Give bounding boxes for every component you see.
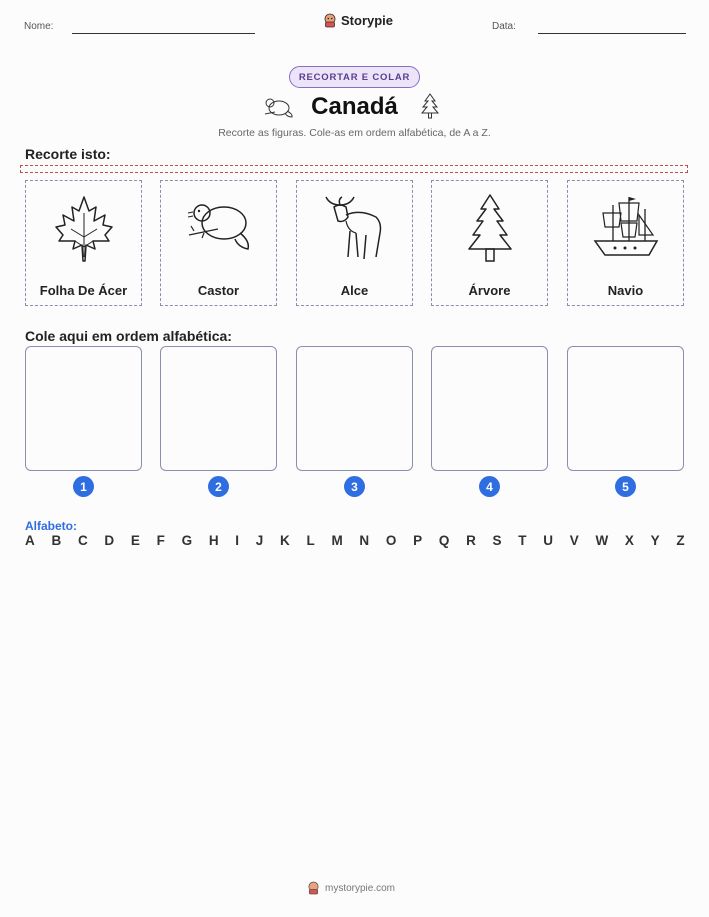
paste-box-1[interactable]	[25, 346, 142, 471]
pine-tree-icon	[455, 191, 525, 273]
storypie-mascot-icon	[323, 13, 337, 28]
paste-box-5[interactable]	[567, 346, 684, 471]
alphabet-letter: Q	[438, 533, 450, 548]
alphabet-row	[25, 533, 685, 548]
slot-number-badge: 4	[479, 476, 500, 497]
card-label: Navio	[607, 283, 644, 298]
name-label: Nome:	[24, 21, 54, 32]
name-field[interactable]	[72, 33, 255, 34]
cut-line	[20, 165, 688, 173]
alphabet-letter: U	[543, 533, 553, 548]
cut-card-moose[interactable]	[296, 180, 413, 306]
alphabet-letter: D	[104, 533, 115, 548]
card-label: Castor	[197, 283, 240, 298]
alphabet-title: Alfabeto:	[25, 519, 77, 533]
slot-number-badge: 2	[208, 476, 229, 497]
date-field[interactable]	[538, 33, 686, 34]
alphabet-letter: T	[518, 533, 527, 548]
card-label: Árvore	[468, 283, 511, 298]
alphabet-letter: V	[569, 533, 579, 548]
alphabet-letter: Y	[650, 533, 660, 548]
cut-section-heading: Recorte isto:	[25, 146, 111, 162]
alphabet-letter: C	[77, 533, 88, 548]
storypie-mascot-icon	[307, 881, 320, 895]
alphabet-letter: M	[331, 533, 343, 548]
alphabet-letter: P	[413, 533, 423, 548]
alphabet-letter: A	[25, 533, 35, 548]
ship-icon	[591, 191, 661, 273]
alphabet-letter: H	[208, 533, 219, 548]
footer	[307, 881, 395, 895]
alphabet-letter: F	[156, 533, 165, 548]
brand-logo	[323, 13, 393, 28]
moose-icon	[320, 191, 390, 273]
alphabet-letter: O	[385, 533, 397, 548]
alphabet-letter: W	[595, 533, 609, 548]
slot-number-badge: 3	[344, 476, 365, 497]
alphabet-letter: Z	[676, 533, 685, 548]
activity-badge: RECORTAR E COLAR	[289, 66, 420, 88]
paste-box-3[interactable]	[296, 346, 413, 471]
slot-number-badge: 5	[615, 476, 636, 497]
instructions: Recorte as figuras. Cole-as em ordem alfabética, de A a Z.	[218, 127, 491, 139]
alphabet-letter: J	[255, 533, 264, 548]
alphabet-letter: K	[280, 533, 290, 548]
maple-leaf-icon	[49, 191, 119, 273]
pine-tree-decoration-icon	[419, 92, 441, 120]
alphabet-letter: E	[130, 533, 140, 548]
slot-number-badge: 1	[73, 476, 94, 497]
paste-box-2[interactable]	[160, 346, 277, 471]
cut-card-ship[interactable]	[567, 180, 684, 306]
cut-card-tree[interactable]	[431, 180, 548, 306]
alphabet-letter: L	[306, 533, 315, 548]
alphabet-letter: I	[235, 533, 240, 548]
cut-card-beaver[interactable]	[160, 180, 277, 306]
alphabet-letter: G	[181, 533, 193, 548]
beaver-icon	[184, 191, 254, 273]
page-title: Canadá	[311, 93, 398, 120]
alphabet-letter: S	[492, 533, 502, 548]
date-label: Data:	[492, 21, 516, 32]
alphabet-letter: N	[359, 533, 370, 548]
footer-url[interactable]: mystorypie.com	[325, 882, 396, 894]
card-label: Folha De Ácer	[39, 283, 128, 298]
cut-card-maple-leaf[interactable]	[25, 180, 142, 306]
paste-section-heading: Cole aqui em ordem alfabética:	[25, 328, 232, 344]
card-label: Alce	[340, 283, 369, 298]
alphabet-letter: R	[466, 533, 476, 548]
brand-name: Storypie	[341, 13, 394, 28]
paste-box-4[interactable]	[431, 346, 548, 471]
alphabet-letter: X	[624, 533, 634, 548]
alphabet-letter: B	[51, 533, 62, 548]
